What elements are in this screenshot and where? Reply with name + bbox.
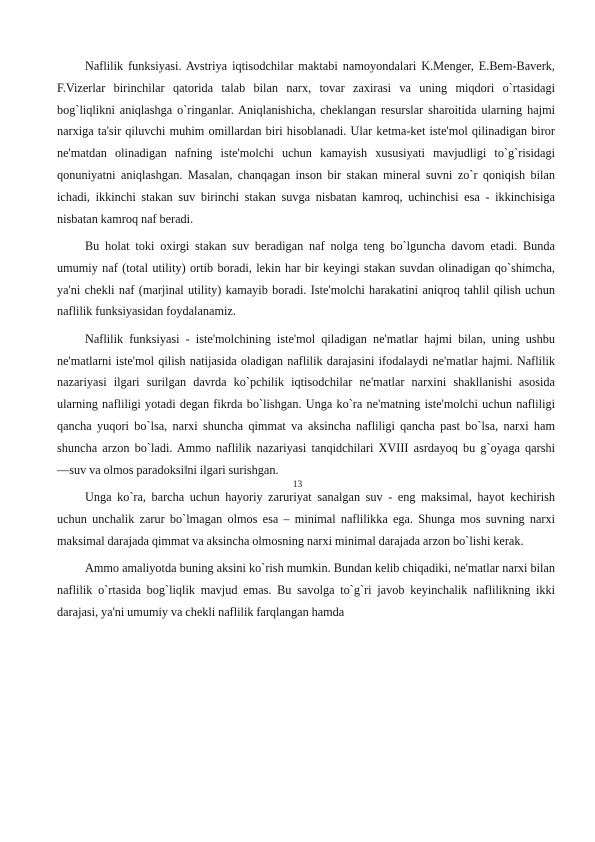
paragraph-5: Ammo amaliyotda buning aksini ko`rish mumkin. Bundan kelib chiqadiki, ne'matlar narxi bilan naflilik o`rtasida bog`liqlik mavjud emas. Bu savolga to`g`ri javob keyinchalik naflilikning ikki darajasi, ya'ni umumiy va chekli naflilik farqlangan hamda [57, 560, 555, 619]
body-text [57, 56, 555, 629]
paragraph-4: Unga ko`ra, barcha uchun hayoriy zaruriyat sanalgan suv - eng maksimal, hayot kechirish uchun unchalik zarur bo`lmagan olmos esa – minimal naflilikka ega. Shunga mos suvning narxi maksimal darajada qimmat va aksincha olmosning narxi minimal darajada arzon bo`lishi kerak. [57, 489, 555, 548]
paragraph-3: Naflilik funksiyasi - iste'molchining iste'mol qiladigan ne'matlar hajmi bilan, uning ushbu ne'matlarni iste'mol qilish natijasida oladigan naflilik darajasini ifodalaydi ne'matlar hajmi. Naflilik nazariyasi ilgari surilgan davrda ko`pchilik iqtisodchilar ne'matlar narxini shakllanishi asosida ularning nafliligi yotadi degan fikrda bo`lishgan. Unga ko`ra ne'matning iste'molchi uchun nafliligi qancha yuqori bo`lsa, narxi shuncha qimmat va aksincha nafliligi qancha past bo`lsa, narxi ham shuncha arzon bo`ladi. Ammo naflilik nazariyasi tanqidchilari XVIII asrdayoq bu g`oyaga qarshi ―suv va olmos paradoksi‖ni ilgari surishgan. [57, 331, 555, 477]
paragraph-1: Naflilik funksiyasi. Avstriya iqtisodchilar maktabi namoyondalari K.Menger, E.Bem-Baverk, F.Vizerlar birinchilar qatorida talab bilan narx, tovar zaxirasi va uning miqdori o`rtasidagi bog`liqlikni aniqlashga o`ringanlar. Aniqlanishicha, cheklangan resurslar sharoitida ularning hajmi narxiga ta'sir qiluvchi muhim omillardan biri hisoblanadi. Ular ketma-ket iste'mol qilinadigan biror ne'matdan olinadigan nafning iste'molchi uchun kamayish xususiyati mavjudligi to`g`risidagi qonuniyatni aniqlashgan. Masalan, chanqagan inson bir stakan mineral suvni zo`r qoniqish bilan ichadi, ikkinchi stakan suv birinchi stakan suvga nisbatan kamroq, uchinchisi esa - ikkinchisiga nisbatan kamroq naf beradi. [57, 59, 555, 226]
page-number: 13 [292, 480, 303, 490]
paragraph-2: Bu holat toki oxirgi stakan suv beradigan naf nolga teng bo`lguncha davom etadi. Bunda umumiy naf (total utility) ortib boradi, lekin har bir keyingi stakan suvdan olinadigan qo`shimcha, ya'ni chekli naf (marjinal utility) kamayib boradi. Iste'molchi harakatini aniqroq tahlil qilish uchun naflilik funksiyasidan foydalanamiz. [57, 238, 555, 319]
